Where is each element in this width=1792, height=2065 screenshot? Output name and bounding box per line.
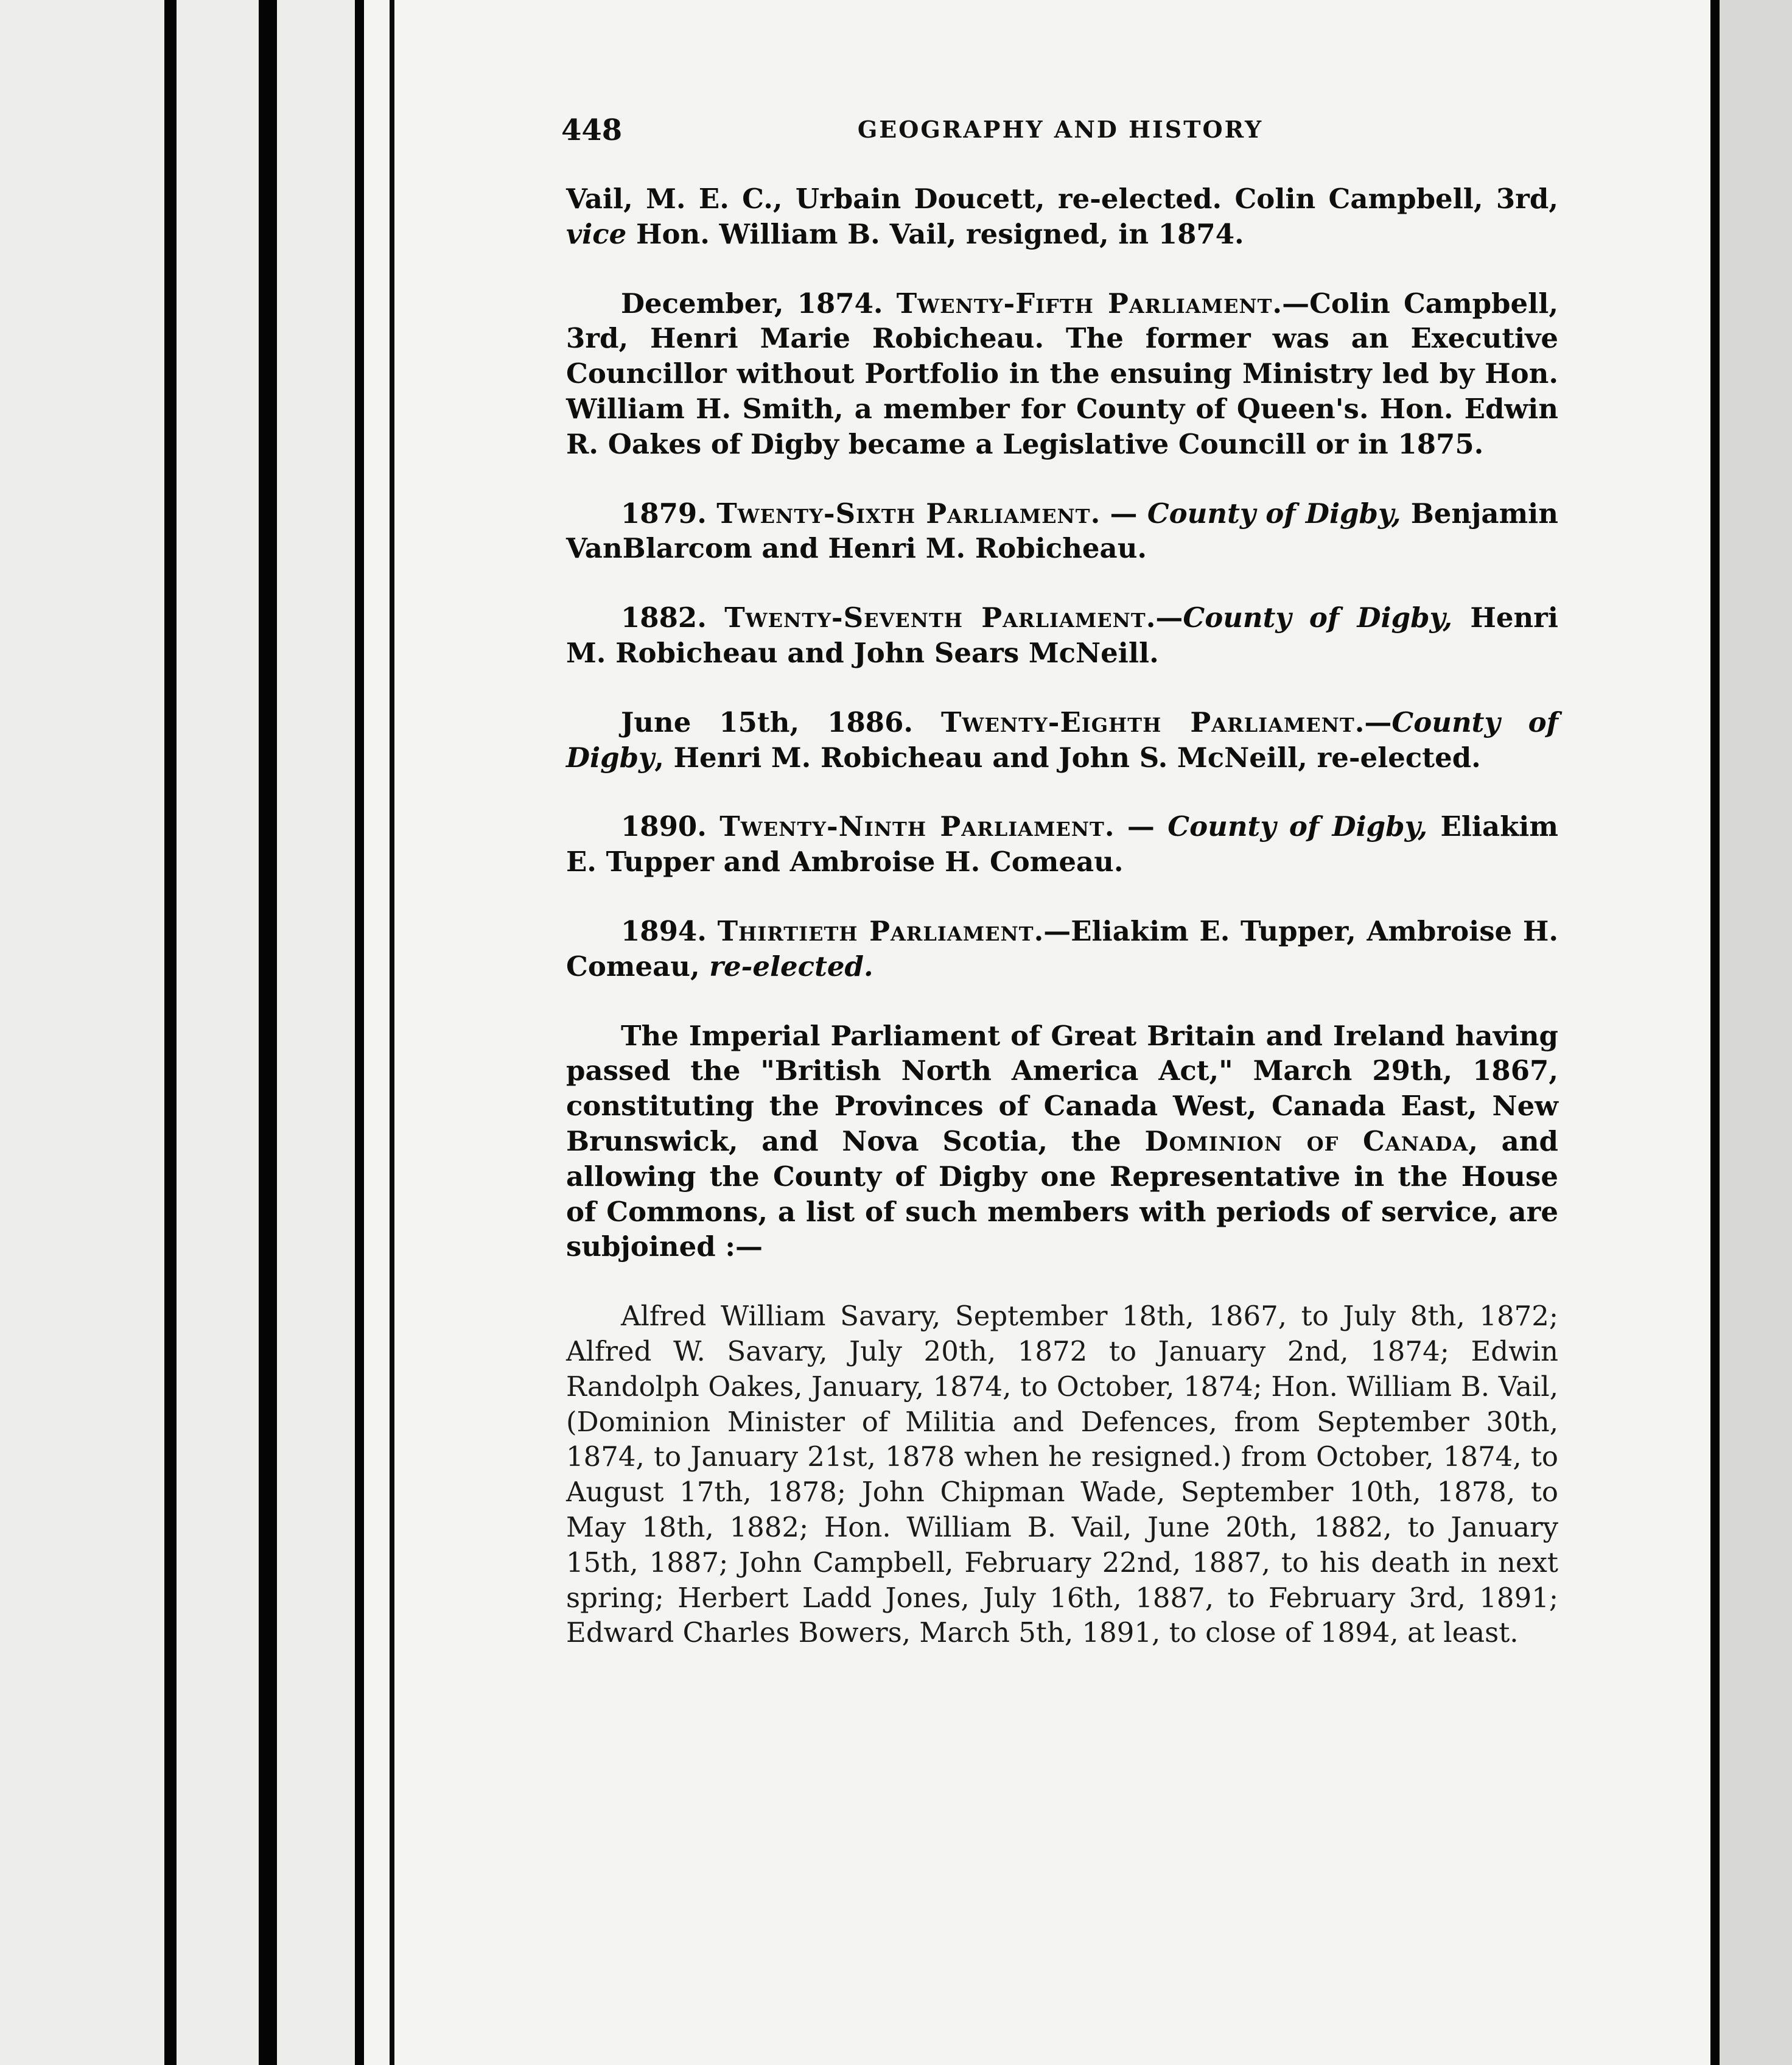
p1-vice: vice <box>566 217 627 250</box>
paragraph-members-list <box>566 1299 1558 1650</box>
p5-parliament: Twenty-Eighth Parliament <box>941 706 1355 738</box>
p2-date: December, 1874. <box>621 287 897 320</box>
p7-date: 1894. <box>621 914 718 947</box>
p6-text: Eliakim E. Tupper and Ambroise H. Comeau. <box>566 810 1559 878</box>
p3-parliament: Twenty-Sixth Parliament <box>716 497 1091 530</box>
p4-dash: .— <box>1146 601 1183 634</box>
inner-strip-2 <box>277 0 355 2065</box>
p6-date: 1890. <box>621 810 720 843</box>
p1-text-b: Hon. William B. Vail, resigned, in 1874. <box>626 217 1244 250</box>
paragraph-continuation <box>566 181 1558 252</box>
p3-county: County of Digby, <box>1147 497 1401 530</box>
p5-text: , Henri M. Robicheau and John S. McNeill, re-elected. <box>654 741 1481 774</box>
left-margin-strip <box>0 0 164 2065</box>
p2-parliament: Twenty-Fifth Parliament <box>896 287 1273 320</box>
p3-text: Benjamin VanBlarcom and Henri M. Robicheau. <box>566 497 1558 565</box>
p8-text-b: , and allowing the County of Digby one Representative in the House of Commons, a list of such members with periods of service, are subjoined :— <box>566 1124 1558 1263</box>
paragraph-twenty-fifth-parliament <box>566 286 1558 462</box>
p8-text-a: The Imperial Parliament of Great Britain and Ireland having passed the "British North America Act," March 29th, 1867, constituting the Provinces of Canada West, Canada East, New Brunswick, and Nova Scotia, the <box>566 1019 1558 1157</box>
p6-county: County of Digby, <box>1167 810 1428 843</box>
p7-reelected: re-elected. <box>709 950 873 983</box>
page-header <box>561 113 1559 156</box>
paragraph-twenty-ninth-parliament <box>566 809 1558 880</box>
paragraph-thirtieth-parliament <box>566 914 1558 984</box>
p4-text: Henri M. Robicheau and John Sears McNeill. <box>566 601 1558 669</box>
p7-parliament: Thirtieth Parliament <box>717 914 1034 947</box>
p4-parliament: Twenty-Seventh Parliament <box>724 601 1146 634</box>
paragraph-twenty-sixth-parliament <box>566 496 1558 567</box>
right-margin-strip <box>1720 0 1792 2065</box>
p2-text: .—Colin Campbell, 3rd, Henri Marie Robicheau. The former was an Executive Councillor without Portfolio in the ensuing Ministry led by Hon. William H. Smith, a member for County of Queen's. Hon. Edwin R. Oakes of Digby became a Legislative Councill or in 1875. <box>566 287 1558 460</box>
p6-dash: . — <box>1104 810 1168 843</box>
p4-date: 1882. <box>621 601 725 634</box>
running-head: GEOGRAPHY AND HISTORY <box>857 116 1264 143</box>
p4-county: County of Digby, <box>1183 601 1453 634</box>
p1-text-a: Vail, M. E. C., Urbain Doucett, re-elected. Colin Campbell, 3rd, <box>566 183 1558 215</box>
p6-parliament: Twenty-Ninth Parliament <box>719 810 1105 843</box>
p3-date: 1879. <box>621 497 717 530</box>
paragraph-imperial-parliament <box>566 1018 1558 1265</box>
page-number: 448 <box>561 113 623 147</box>
p7-text: .—Eliakim E. Tupper, Ambroise H. Comeau, <box>566 914 1559 983</box>
p9-text: Alfred William Savary, September 18th, 1867, to July 8th, 1872; Alfred W. Savary, July 20th, 1872 to January 2nd, 1874; Edwin Randolph Oakes, January, 1874, to October, 1874; Hon. William B. Vail, (Dominion Minister of Militia and Defences, from September 30th, 1874, to January 21st, 1878 when he resigned.) from October, 1874, to August 17th, 1878; John Chipman Wade, September 10th, 1878, to May 18th, 1882; Hon. William B. Vail, June 20th, 1882, to January 15th, 1887; John Campbell, February 22nd, 1887, to his death in next spring; Herbert Ladd Jones, July 16th, 1887, to February 3rd, 1891; Edward Charles Bowers, March 5th, 1891, to close of 1894, at least. <box>566 1300 1558 1649</box>
page-gutter-line <box>390 0 394 2065</box>
paragraph-twenty-eighth-parliament <box>566 705 1558 776</box>
p3-dash: . — <box>1090 497 1147 530</box>
p5-county: County of Digby <box>566 706 1558 774</box>
p5-date: June 15th, 1886. <box>621 706 942 738</box>
paragraph-twenty-seventh-parliament <box>566 600 1558 671</box>
page-body <box>566 181 1558 1685</box>
p5-dash: .— <box>1354 706 1392 738</box>
inner-strip-1 <box>177 0 259 2065</box>
p8-dominion: Dominion of Canada <box>1144 1124 1469 1157</box>
